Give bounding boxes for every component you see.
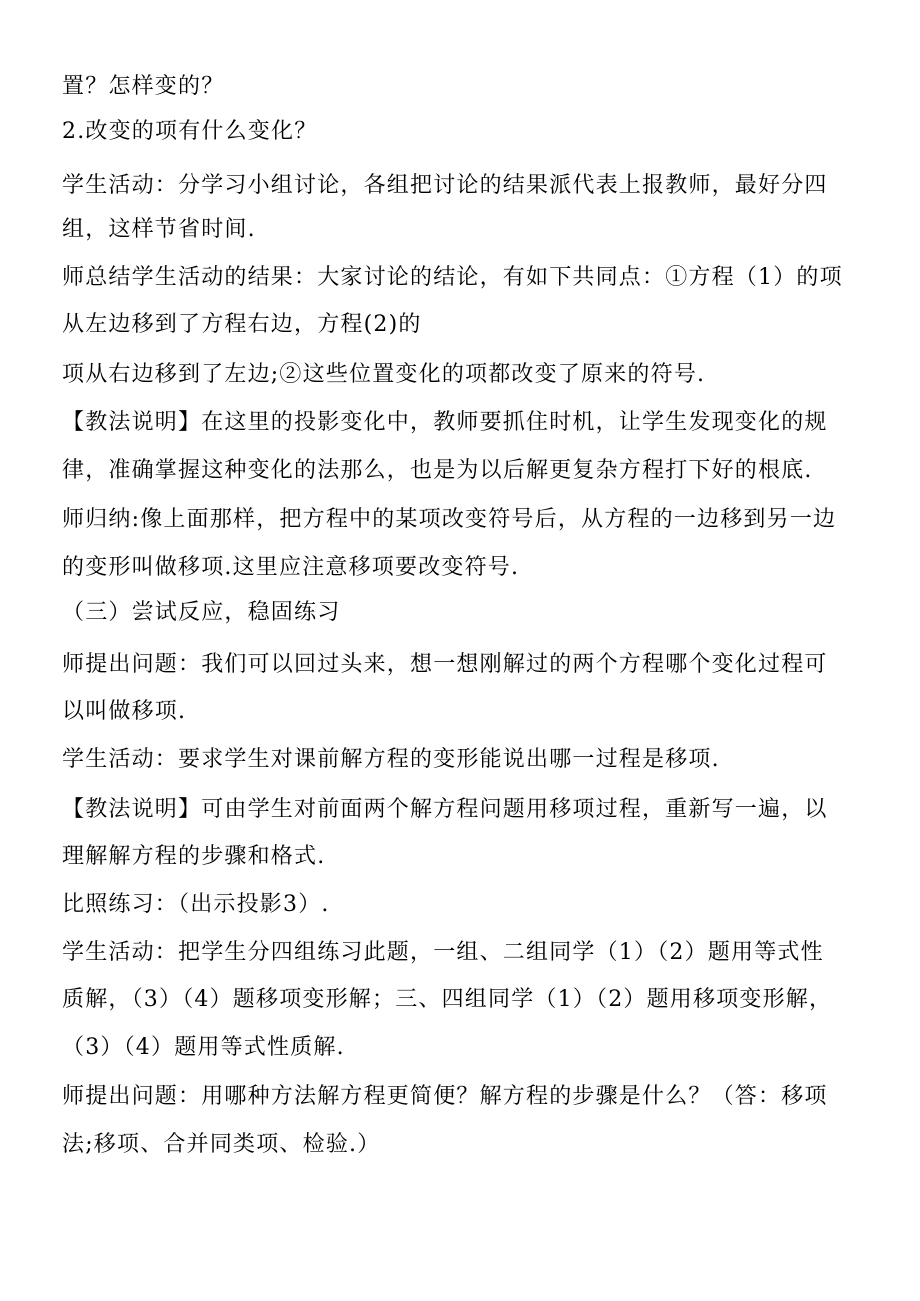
text-line: 【教法说明】在这里的投影变化中，教师要抓住时机，让学生发现变化的规 (62, 410, 828, 435)
text-line: 从左边移到了方程右边，方程(2)的 (62, 312, 422, 337)
text-line: 置？怎样变的？ (62, 74, 225, 99)
text-line: 以叫做移项. (62, 699, 187, 724)
text-line: 学生活动：分学习小组讨论，各组把讨论的结果派代表上报教师，最好分四 (62, 173, 828, 198)
text-line: 法;移项、合并同类项、检验.） (62, 1132, 381, 1157)
text-line: 项从右边移到了左边;②这些位置变化的项都改变了原来的符号. (62, 362, 706, 387)
text-line: 组，这样节省时间. (62, 217, 256, 242)
text-line: 律，准确掌握这种变化的法那么，也是为以后解更复杂方程打下好的根底. (62, 458, 813, 483)
text-line: （3）（4）题用等式性质解. (62, 1035, 345, 1060)
text-line: 比照练习：（出示投影3）. (62, 892, 330, 917)
text-line: 【教法说明】可由学生对前面两个解方程问题用移项过程，重新写一遍，以 (62, 797, 828, 822)
text-line: 师提出问题：用哪种方法解方程更简便？解方程的步骤是什么？（答：移项 (62, 1084, 828, 1109)
text-line: 学生活动：要求学生对课前解方程的变形能说出哪一过程是移项. (62, 747, 720, 772)
text-line: 理解解方程的步骤和格式. (62, 844, 326, 869)
text-line: 师提出问题：我们可以回过头来，想一想刚解过的两个方程哪个变化过程可 (62, 652, 828, 677)
section-heading: （三）尝试反应，稳固练习 (62, 600, 341, 625)
text-line: 师总结学生活动的结果：大家讨论的结论，有如下共同点：①方程（1）的项 (62, 265, 843, 290)
text-line: 学生活动：把学生分四组练习此题，一组、二组同学（1）（2）题用等式性 (62, 940, 824, 965)
text-line: 2.改变的项有什么变化？ (62, 119, 318, 144)
text-line: 的变形叫做移项.这里应注意移项要改变符号. (62, 555, 520, 580)
text-line: 质解，（3）（4）题移项变形解；三、四组同学（1）（2）题用移项变形解， (62, 987, 833, 1012)
text-line: 师归纳:像上面那样，把方程中的某项改变符号后，从方程的一边移到另一边 (62, 507, 837, 532)
